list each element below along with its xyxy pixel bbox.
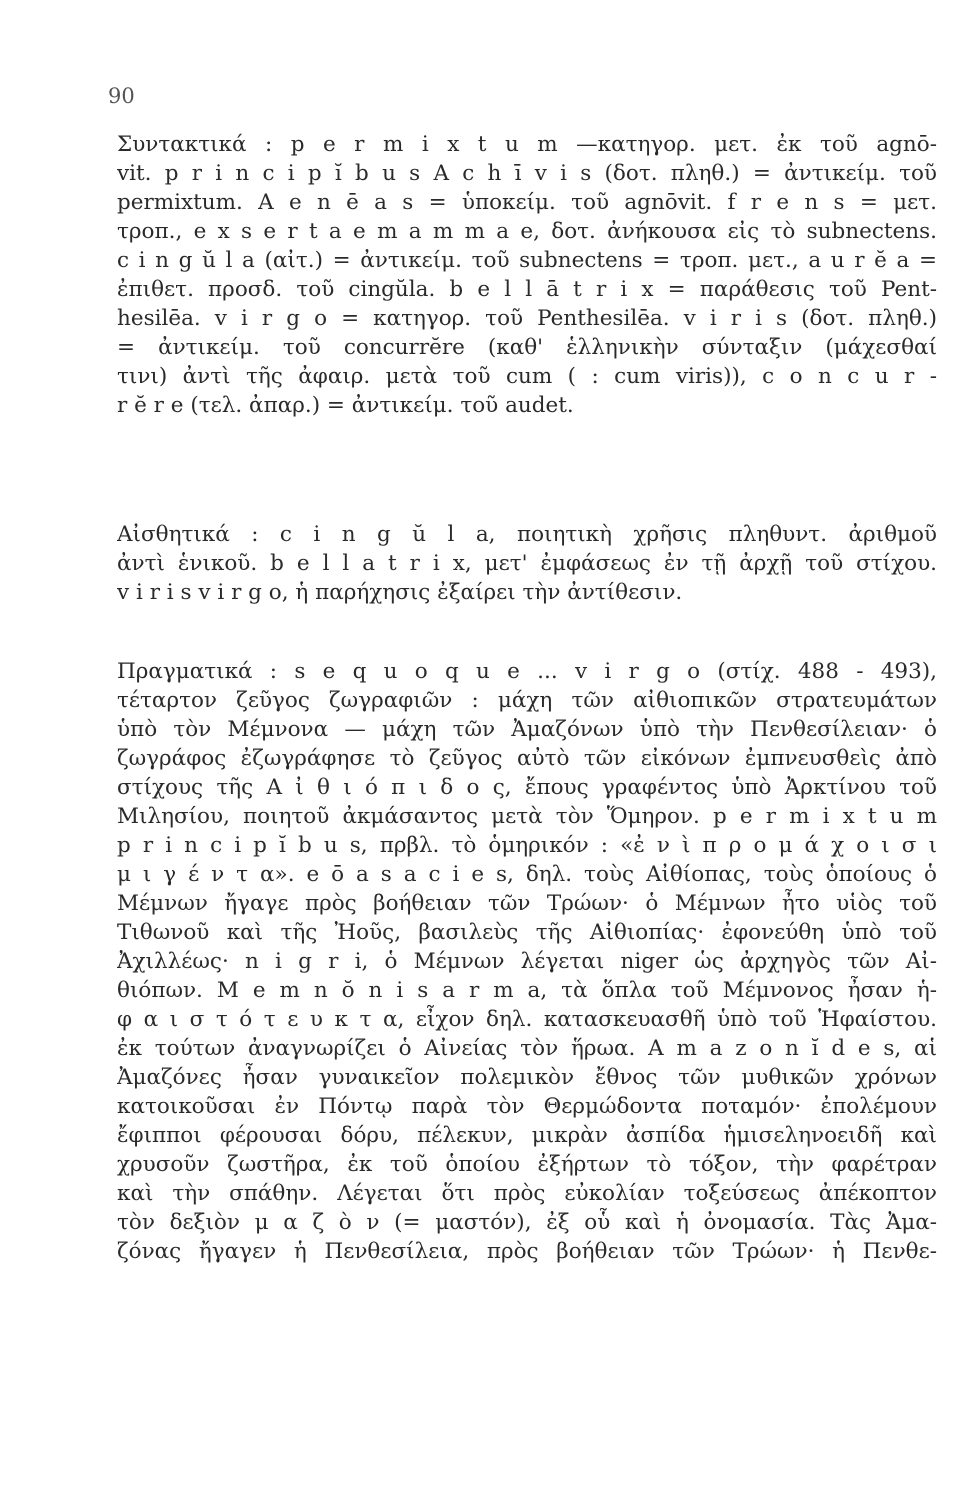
text-line: στίχους τῆς Α ἰ θ ι ό π ι δ ο ς, ἔπους γραφέντος ὑπὸ Ἀρκτίνου τοῦ bbox=[117, 775, 937, 800]
text-line: r ĕ r e (τελ. ἀπαρ.) = ἀντικείμ. τοῦ audet. bbox=[117, 393, 574, 418]
text-line: ἀντὶ ἑνικοῦ. b e l l a t r i x, μετ' ἐμφάσεως ἐν τῇ ἀρχῇ τοῦ στίχου. bbox=[117, 551, 937, 576]
page-number: 90 bbox=[108, 84, 135, 108]
text-line: ἔφιπποι φέρουσαι δόρυ, πέλεκυν, μικρὰν ἀσπίδα ἡμισεληνοειδῆ καὶ bbox=[117, 1123, 937, 1148]
text-line: φ α ι σ τ ό τ ε υ κ τ α, εἶχον δηλ. κατασκευασθῆ ὑπὸ τοῦ Ἡφαίστου. bbox=[117, 1007, 937, 1032]
text-line: Τιθωνοῦ καὶ τῆς Ἠοῦς, βασιλεὺς τῆς Αἰθιοπίας· ἐφονεύθη ὑπὸ τοῦ bbox=[117, 920, 937, 945]
text-line: c i n g ŭ l a (αἰτ.) = ἀντικείμ. τοῦ subnectens = τροπ. μετ., a u r ĕ a = bbox=[117, 248, 937, 273]
text-line: μ ι γ έ ν τ α». e ō a s a c i e s, δηλ. τοὺς Αἰθίοπας, τοὺς ὁποίους ὁ bbox=[117, 862, 937, 887]
text-line: ζόνας ἤγαγεν ἡ Πενθεσίλεια, πρὸς βοήθειαν τῶν Τρώων· ἡ Πενθε- bbox=[117, 1239, 937, 1264]
text-line: Πραγματικά : s e q u o q u e ... v i r g o (στίχ. 488 - 493), bbox=[117, 659, 937, 684]
text-line: Μέμνων ἤγαγε πρὸς βοήθειαν τῶν Τρώων· ὁ Μέμνων ἦτο υἱὸς τοῦ bbox=[117, 891, 937, 916]
text-line: τέταρτον ζεῦγος ζωγραφιῶν : μάχη τῶν αἰθιοπικῶν στρατευμάτων bbox=[117, 688, 937, 713]
text-line: ζωγράφος ἐζωγράφησε τὸ ζεῦγος αὐτὸ τῶν εἰκόνων ἐμπνευσθεὶς ἀπὸ bbox=[117, 746, 937, 771]
section-pragmatika bbox=[117, 657, 937, 1266]
text-line: τὸν δεξιὸν μ α ζ ὸ ν (= μαστόν), ἐξ οὗ καὶ ἡ ὀνομασία. Τὰς Ἀμα- bbox=[117, 1210, 937, 1235]
text-line: Μιλησίου, ποιητοῦ ἀκμάσαντος μετὰ τὸν Ὅμηρον. p e r m i x t u m bbox=[117, 804, 937, 829]
section-syntaktika bbox=[117, 130, 937, 420]
text-line: καὶ τὴν σπάθην. Λέγεται ὅτι πρὸς εὐκολίαν τοξεύσεως ἀπέκοπτον bbox=[117, 1181, 937, 1206]
text-line: θιόπων. M e m n ŏ n i s a r m a, τὰ ὅπλα τοῦ Μέμνονος ἦσαν ἡ- bbox=[117, 978, 937, 1003]
text-line: ὑπὸ τὸν Μέμνονα — μάχη τῶν Ἀμαζόνων ὑπὸ τὴν Πενθεσίλειαν· ὁ bbox=[117, 717, 937, 742]
text-line: Ἀχιλλέως· n i g r i, ὁ Μέμνων λέγεται niger ὡς ἀρχηγὸς τῶν Αἰ- bbox=[117, 949, 937, 974]
text-line: Ἀμαζόνες ἦσαν γυναικεῖον πολεμικὸν ἔθνος τῶν μυθικῶν χρόνων bbox=[117, 1065, 937, 1090]
text-line: vit. p r i n c i p ĭ b u s A c h ī v i s (δοτ. πληθ.) = ἀντικείμ. τοῦ bbox=[117, 161, 937, 186]
text-line: = ἀντικείμ. τοῦ concurrĕre (καθ' ἑλληνικὴν σύνταξιν (μάχεσθαί bbox=[117, 335, 937, 360]
text-line: Αἰσθητικά : c i n g ŭ l a, ποιητικὴ χρῆσις πληθυντ. ἀριθμοῦ bbox=[117, 522, 937, 547]
text-line: τροπ., e x s e r t a e m a m m a e, δοτ. ἀνήκουσα εἰς τὸ subnectens. bbox=[117, 219, 937, 244]
section-aisthetika bbox=[117, 520, 937, 607]
text-line: κατοικοῦσαι ἐν Πόντῳ παρὰ τὸν Θερμώδοντα ποταμόν· ἐπολέμουν bbox=[117, 1094, 937, 1119]
text-line: v i r i s v i r g o, ἡ παρήχησις ἐξαίρει τὴν ἀντίθεσιν. bbox=[117, 580, 683, 605]
text-line: τινι) ἀντὶ τῆς ἀφαιρ. μετὰ τοῦ cum ( : cum viris)), c o n c u r - bbox=[117, 364, 937, 389]
text-line: p r i n c i p ĭ b u s, πρβλ. τὸ ὁμηρικόν : «ἐ ν ὶ π ρ ο μ ά χ ο ι σ ι bbox=[117, 833, 937, 858]
text-line: hesilēa. v i r g o = κατηγορ. τοῦ Penthesilēa. v i r i s (δοτ. πληθ.) bbox=[117, 306, 937, 331]
text-line: ἐκ τούτων ἀναγνωρίζει ὁ Αἰνείας τὸν ἥρωα. A m a z o n ĭ d e s, αἱ bbox=[117, 1036, 937, 1061]
text-line: χρυσοῦν ζωστῆρα, ἐκ τοῦ ὁποίου ἐξήρτων τὸ τόξον, τὴν φαρέτραν bbox=[117, 1152, 937, 1177]
text-line: permixtum. A e n ē a s = ὑποκείμ. τοῦ agnōvit. f r e n s = μετ. bbox=[117, 190, 937, 215]
text-line: ἐπιθετ. προσδ. τοῦ cingŭla. b e l l ā t r i x = παράθεσις τοῦ Pent- bbox=[117, 277, 937, 302]
text-line: Συντακτικά : p e r m i x t u m —κατηγορ. μετ. ἐκ τοῦ agnō- bbox=[117, 132, 937, 157]
